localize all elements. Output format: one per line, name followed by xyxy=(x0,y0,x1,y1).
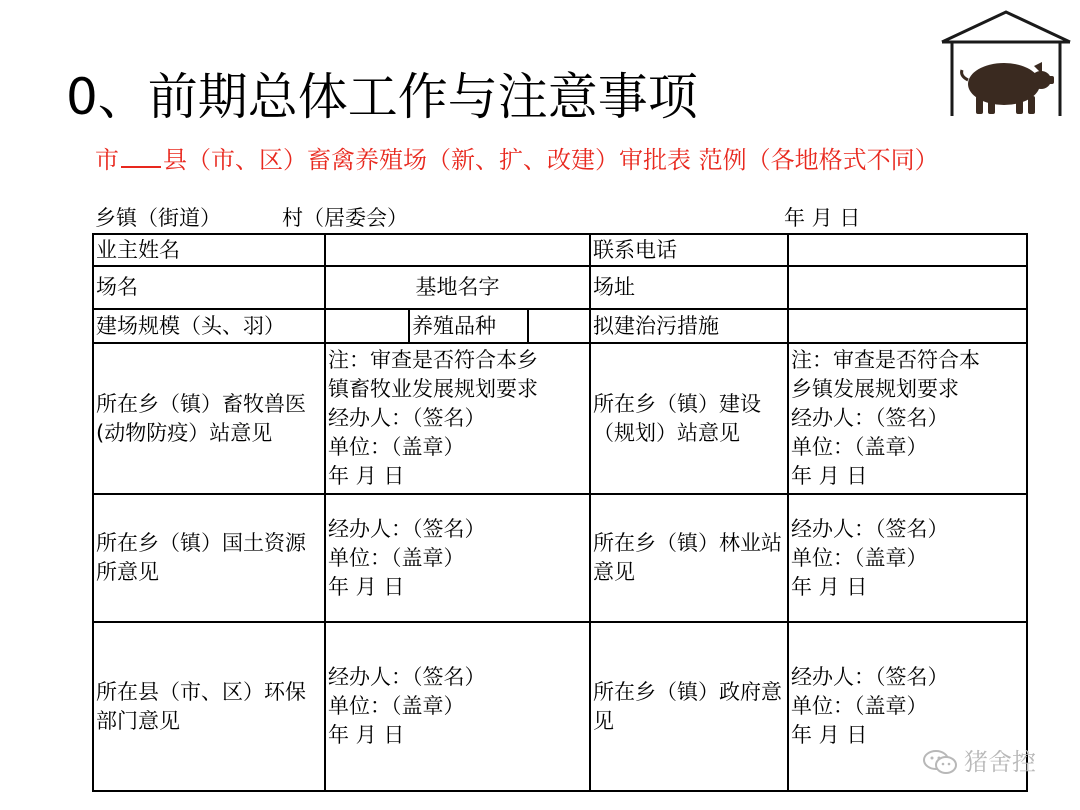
opinion-label-construction: 所在乡（镇）建设（规划）站意见 xyxy=(590,343,788,494)
opinion-label-forestry: 所在乡（镇）林业站意见 xyxy=(590,494,788,622)
opinion-box-land-resources[interactable] xyxy=(325,494,590,622)
pig-house-icon xyxy=(938,8,1074,120)
site-field[interactable] xyxy=(788,266,1027,309)
date-line: 年 月 日 xyxy=(328,723,405,747)
table-row xyxy=(93,622,1027,791)
phone-field[interactable] xyxy=(788,234,1027,266)
site-label: 场址 xyxy=(590,266,788,309)
table-row xyxy=(93,309,1027,343)
opinion-label-land-resources: 所在乡（镇）国土资源所意见 xyxy=(93,494,325,622)
village-label: 村（居委会） xyxy=(282,206,408,230)
table-row xyxy=(93,494,1027,622)
seal-line: 单位：（盖章） xyxy=(328,435,465,459)
township-label: 乡镇（街道） xyxy=(95,206,221,230)
subtitle-blank xyxy=(121,146,161,168)
breed-label: 养殖品种 xyxy=(409,309,528,343)
owner-name-label: 业主姓名 xyxy=(93,234,325,266)
subtitle-prefix: 市 xyxy=(95,146,119,174)
owner-name-field[interactable] xyxy=(325,234,590,266)
opinion-label-animal-husbandry: 所在乡（镇）畜牧兽医(动物防疫）站意见 xyxy=(93,343,325,494)
house-roof xyxy=(942,12,1070,42)
opinion-box-environment[interactable] xyxy=(325,622,590,791)
phone-label: 联系电话 xyxy=(590,234,788,266)
date-line: 年 月 日 xyxy=(328,574,405,599)
opinion-box-forestry[interactable] xyxy=(788,494,1027,622)
watermark-text: 猪舍控 xyxy=(964,748,1036,776)
date-label: 年 月 日 xyxy=(784,206,861,230)
table-row xyxy=(93,234,1027,266)
farm-name-label: 场名 xyxy=(93,266,325,309)
page-title: 0、前期总体工作与注意事项 xyxy=(66,68,698,126)
date-line: 年 月 日 xyxy=(791,574,868,599)
seal-line: 单位：（盖章） xyxy=(791,435,928,459)
wechat-icon xyxy=(922,748,958,776)
table-row xyxy=(93,266,1027,309)
date-line: 年 月 日 xyxy=(791,464,868,488)
opinion-label-government: 所在乡（镇）政府意见 xyxy=(590,622,788,791)
breed-field[interactable] xyxy=(528,309,590,343)
scale-field[interactable] xyxy=(325,309,409,343)
signature-line: 经办人：（签名） xyxy=(328,665,486,689)
seal-line: 单位：（盖章） xyxy=(791,694,928,718)
seal-line: 单位：（盖章） xyxy=(328,545,465,570)
form-subtitle xyxy=(95,143,939,177)
pig-shape xyxy=(962,62,1054,114)
base-name-label: 基地名字 xyxy=(325,266,590,309)
seal-line: 单位：（盖章） xyxy=(791,545,928,570)
pollution-field[interactable] xyxy=(788,309,1027,343)
table-row xyxy=(93,343,1027,494)
signature-line: 经办人：（签名） xyxy=(791,516,949,541)
signature-line: 经办人：（签名） xyxy=(791,665,949,689)
scale-label: 建场规模（头、羽） xyxy=(93,309,325,343)
opinion-line: 注：审查是否符合本 xyxy=(791,348,980,372)
seal-line: 单位：（盖章） xyxy=(328,694,465,718)
date-line: 年 月 日 xyxy=(328,464,405,488)
opinion-line: 镇畜牧业发展规划要求 xyxy=(328,377,538,401)
opinion-line: 注：审查是否符合本乡 xyxy=(328,348,538,372)
signature-line: 经办人：（签名） xyxy=(328,406,486,430)
watermark xyxy=(922,745,1036,779)
signature-line: 经办人：（签名） xyxy=(328,516,486,541)
subtitle-suffix: 县（市、区）畜禽养殖场（新、扩、改建）审批表 范例（各地格式不同） xyxy=(163,146,939,174)
opinion-box-construction[interactable] xyxy=(788,343,1027,494)
signature-line: 经办人：（签名） xyxy=(791,406,949,430)
pollution-label: 拟建治污措施 xyxy=(590,309,788,343)
date-line: 年 月 日 xyxy=(791,723,868,747)
opinion-label-environment: 所在县（市、区）环保部门意见 xyxy=(93,622,325,791)
opinion-line: 乡镇发展规划要求 xyxy=(791,377,959,401)
opinion-box-animal-husbandry[interactable] xyxy=(325,343,590,494)
approval-form-table xyxy=(92,233,1028,792)
